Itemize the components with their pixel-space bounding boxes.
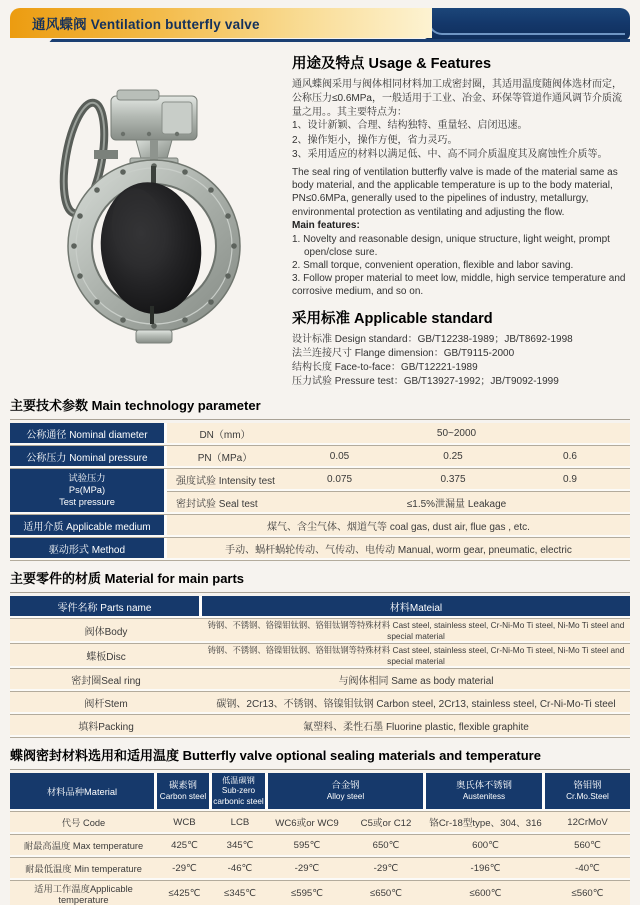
sealing-value: ≤425℃ <box>157 881 212 905</box>
standard-list <box>292 333 630 390</box>
page-header <box>10 8 630 42</box>
butterfly-valve-photo <box>10 50 286 350</box>
figure-column <box>10 50 286 350</box>
sealing-value: 铬Cr-18型type、304、316 <box>426 812 545 832</box>
usage-en-intro: The seal ring of ventilation butterfly valve is made of the material same as body material, and the applicable temperature is up to the body material, PN≤0.6MPa, generally used to the pipelines of industry, metallurgy, environmental protection as ventilating and adjusting the flow. <box>292 166 618 218</box>
usage-heading: 用途及特点 Usage & Features <box>292 56 492 72</box>
alloy-cn: 合金钢 <box>331 780 360 791</box>
tech-row6-value: 手动、蜗杆蜗轮传动、气传动、电传动 Manual, worm gear, pneumatic, electric <box>167 538 630 558</box>
sealing-value: 595℃ <box>268 835 346 855</box>
standard-heading: 采用标准 Applicable standard <box>292 310 493 327</box>
sealing-value: 650℃ <box>346 835 426 855</box>
en-feature-3: 3. Follow proper material to meet low, middle, high service temperature and corrosive medium, and so on. <box>292 273 626 298</box>
lowtemp-cn: 低温碳钢 <box>222 776 255 786</box>
tech-row2-v2: 0.25 <box>396 446 510 466</box>
sealing-value: ≤600℃ <box>426 881 545 905</box>
sealing-header-austenite <box>426 773 545 809</box>
tech-testpressure-label <box>10 469 167 512</box>
header-title-bar <box>10 8 432 38</box>
parts-row-name: 阀杆Stem <box>10 692 202 712</box>
alloy-en: Alloy steel <box>326 792 365 802</box>
sealing-value: 12CrMoV <box>545 812 630 832</box>
sealing-value: 560℃ <box>545 835 630 855</box>
page-title: 通风蝶阀 Ventilation butterfly valve <box>32 17 260 32</box>
parts-col1-header: 零件名称 Parts name <box>10 596 202 616</box>
tech-table <box>10 419 630 558</box>
crmo-en: Cr.Mo.Steel <box>566 792 609 802</box>
tech-row1-value: 50~2000 <box>283 423 630 443</box>
sealing-table <box>10 769 630 905</box>
parts-row-name: 填料Packing <box>10 715 202 735</box>
sealing-value: -29℃ <box>157 858 212 878</box>
sealing-value: -46℃ <box>212 858 268 878</box>
sealing-header-carbon <box>157 773 212 809</box>
tech-row3-key: 强度试验 Intensity test <box>167 469 283 489</box>
sealing-value: 425℃ <box>157 835 212 855</box>
en-feature-2: 2. Small torque, convenient operation, flexible and labor saving. <box>292 260 574 272</box>
sealing-value: WC6或or WC9 <box>268 812 346 832</box>
sealing-value: ≤595℃ <box>268 881 346 905</box>
sealing-value: -29℃ <box>346 858 426 878</box>
parts-row-material: 铸钢、不锈钢、铬镍钼钛钢、铬钼钛钢等特殊材料 Cast steel, stainless steel, Cr-Ni-Mo Ti steel, Ni-Mo Ti steel and special material <box>202 619 630 641</box>
austenite-cn: 奥氏体不锈钢 <box>456 780 512 791</box>
sealing-header-lowtemp <box>212 773 268 809</box>
parts-row-name: 蝶板Disc <box>10 644 202 666</box>
tech-row4-key: 密封试验 Seal test <box>167 492 283 512</box>
standard-line-1: 设计标准 Design standard：GB/T12238-1989；JB/T8692-1998 <box>292 333 573 345</box>
valve-photo <box>10 50 286 350</box>
parts-row-material: 氟塑料、柔性石墨 Fluorine plastic, flexible graphite <box>202 715 630 735</box>
sealing-value: -40℃ <box>545 858 630 878</box>
sealing-value: -29℃ <box>268 858 346 878</box>
main-features-label: Main features: <box>292 219 360 231</box>
header-rule <box>60 39 630 42</box>
carbon-cn: 碳素钢 <box>169 780 197 791</box>
parts-table <box>10 592 630 735</box>
austenite-en: Austenitess <box>462 792 506 802</box>
sealing-value: ≤345℃ <box>212 881 268 905</box>
tech-heading: 主要技术参数 Main technology parameter <box>10 398 261 414</box>
carbon-en: Carbon steel <box>159 792 207 802</box>
top-section <box>10 50 630 389</box>
tech-row2-key: PN（MPa） <box>167 446 283 466</box>
bottom-stub <box>136 330 172 343</box>
sealing-value: ≤560℃ <box>545 881 630 905</box>
sealing-header-crmo <box>545 773 630 809</box>
tech-row4-value: ≤1.5%泄漏量 Leakage <box>283 492 630 512</box>
tech-row3-v3: 0.9 <box>510 469 630 489</box>
standard-line-4: 压力试验 Pressure test：GB/T13927-1992；JB/T9092-1999 <box>292 376 559 388</box>
cn-feature-1: 1、设计新颖、合理、结构独特、重量轻、启闭迅速。 <box>292 120 528 132</box>
gear-actuator <box>111 90 197 140</box>
sealing-value: ≤650℃ <box>346 881 426 905</box>
standard-line-2: 法兰连接尺寸 Flange dimension：GB/T9115-2000 <box>292 347 515 359</box>
tech-row6-label: 驱动形式 Method <box>10 538 167 558</box>
en-feature-1: 1. Novelty and reasonable design, unique structure, light weight, prompt open/close sure. <box>292 233 610 258</box>
tech-row5-label: 适用介质 Applicable medium <box>10 515 167 535</box>
tech-row1-key: DN（mm） <box>167 423 283 443</box>
lowtemp-en2: carbonic steel <box>213 796 264 806</box>
sealing-row-label: 代号 Code <box>10 812 157 832</box>
standard-line-3: 结构长度 Face-to-face：GB/T12221-1989 <box>292 362 478 374</box>
test-pressure-en: Test pressure <box>59 496 115 507</box>
sealing-header-alloy <box>268 773 426 809</box>
sealing-row-label: 适用工作温度Applicable temperature <box>10 881 157 905</box>
text-column <box>286 50 630 389</box>
tech-row2-v3: 0.6 <box>510 446 630 466</box>
cn-feature-3: 3、采用适应的材料以满足低、中、高不同介质温度其及腐蚀性介质等。 <box>292 148 608 160</box>
parts-col2-header: 材料Mateial <box>202 596 630 616</box>
usage-cn-intro: 通风蝶阀采用与阀体相同材料加工成密封圈，其适用温度随阀体选材而定，公称压力≤0.6MPa，一般适用于工业、冶金、环保等管道作通风调节介质流量之用。。其主要特点为： <box>292 79 622 118</box>
sealing-heading: 蝶阀密封材料选用和适用温度 Butterfly valve optional sealing materials and temperature <box>10 748 541 764</box>
parts-heading: 主要零件的材质 Material for main parts <box>10 571 245 587</box>
test-pressure-unit: Ps(MPa) <box>68 485 106 496</box>
tech-row1-label: 公称通径 Nominal diameter <box>10 423 167 443</box>
cn-feature-2: 2、操作矩小，操作方便，省力灵巧。 <box>292 134 458 146</box>
sealing-value: WCB <box>157 812 212 832</box>
sealing-value: 345℃ <box>212 835 268 855</box>
parts-row-name: 阀体Body <box>10 619 202 641</box>
tech-row3-v2: 0.375 <box>396 469 510 489</box>
sealing-row-label: 耐最低温度 Min temperature <box>10 858 157 878</box>
tech-row2-v1: 0.05 <box>283 446 396 466</box>
tech-row5-value: 煤气、含尘气体、烟道气等 coal gas, dust air, flue gas , etc. <box>167 515 630 535</box>
parts-row-material: 与阀体相同 Same as body material <box>202 669 630 689</box>
sealing-header-material: 材料品种Material <box>10 773 157 809</box>
sealing-value: -196℃ <box>426 858 545 878</box>
parts-row-material: 碳钢、2Cr13、不锈钢、铬镍钼钛钢 Carbon steel, 2Cr13, stainless steel, Cr-Ni-Mo-Ti steel <box>202 692 630 712</box>
sealing-value: 600℃ <box>426 835 545 855</box>
crmo-cn: 铬钼钢 <box>573 780 602 791</box>
tech-row3-v1: 0.075 <box>283 469 396 489</box>
lowtemp-en1: Sub-zero <box>221 786 256 796</box>
parts-row-material: 铸钢、不锈钢、铬镍钼钛钢、铬钼钛钢等特殊材料 Cast steel, stainless steel, Cr-Ni-Mo Ti steel, Ni-Mo Ti steel and special material <box>202 644 630 666</box>
sealing-value: LCB <box>212 812 268 832</box>
sealing-row-label: 耐最高温度 Max temperature <box>10 835 157 855</box>
header-blue-ornament <box>418 8 630 40</box>
parts-row-name: 密封圈Seal ring <box>10 669 202 689</box>
tech-row2-label: 公称压力 Nominal pressure <box>10 446 167 466</box>
test-pressure-cn: 试验压力 <box>68 473 106 484</box>
sealing-value: C5或or C12 <box>346 812 426 832</box>
